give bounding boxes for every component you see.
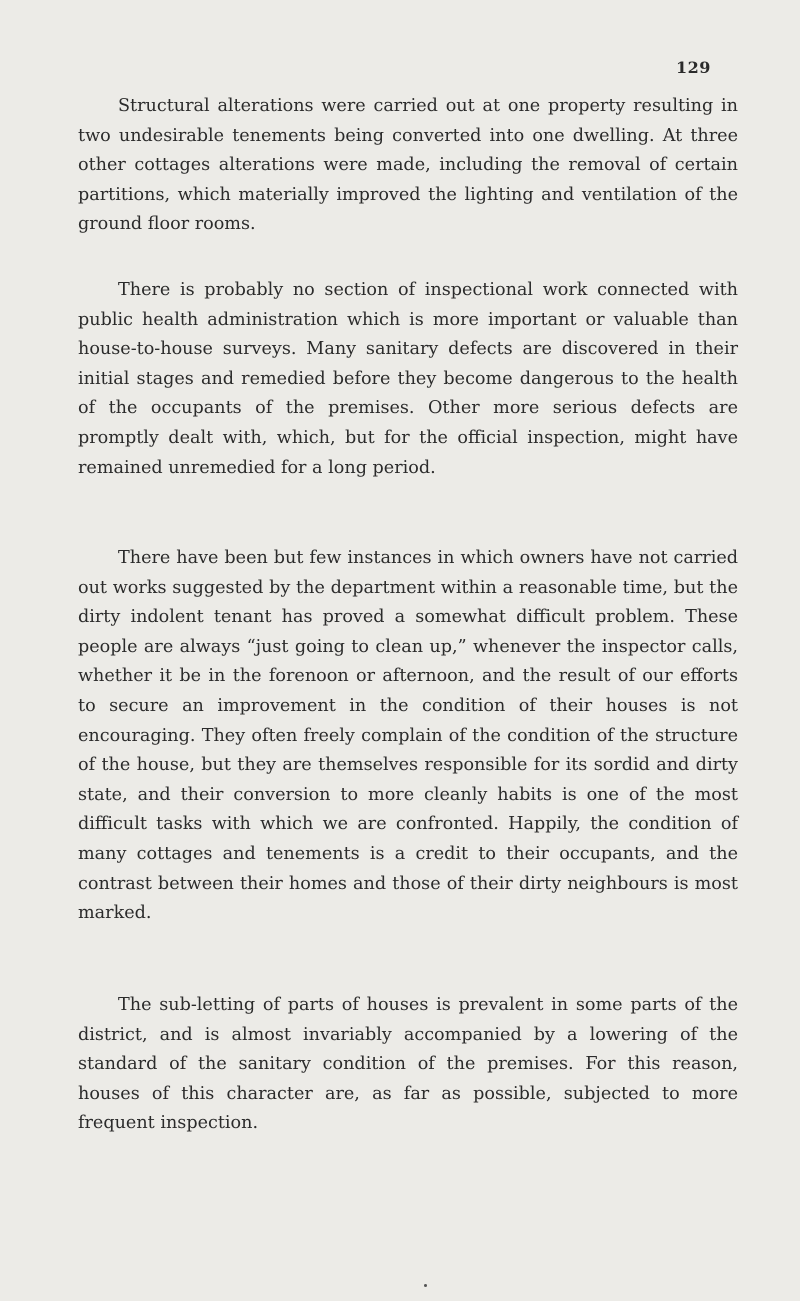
paragraph-house-to-house-surveys: There is probably no section of inspectional work connected with public health administration which is more important or valuable than house-to-house surveys. Many sanitary defects are discovered in their initial stages and remedied before they become dangerous to the health of the occupants of the premises. Other more serious defects are promptly dealt with, which, but for the official inspection, might have remained unremedied for a long period. bbox=[78, 280, 738, 478]
page-number: 129 bbox=[676, 58, 711, 77]
paragraph-dirty-tenants: There have been but few instances in which owners have not carried out works suggested by the department within a reasonable time, but the dirty indolent tenant has proved a somewhat difficult problem. These people are always “just going to clean up,” whenever the inspector calls, whether it be in the forenoon or afternoon, and the result of our efforts to secure an improvement in the condition of their houses is not encouraging. They often freely complain of the condition of the structure of the house, but they are themselves responsible for its sordid and dirty state, and their conversion to more cleanly habits is one of the most difficult tasks with which we are confronted. Happily, the condition of many cottages and tenements is a credit to their occupants, and the contrast between their homes and those of their dirty neighbours is most marked. bbox=[78, 548, 738, 924]
decorative-dot bbox=[424, 1284, 427, 1287]
paragraph-structural-alterations: Structural alterations were carried out at one property resulting in two undesirable tenements being converted into one dwelling. At three other cottages alterations were made, including the removal of certain partitions, which materially improved the lighting and ventilation of the ground floor rooms. bbox=[78, 96, 738, 235]
paragraph-sub-letting: The sub-letting of parts of houses is prevalent in some parts of the district, and is almost invariably accompanied by a lowering of the standard of the sanitary condition of the premises. For this reason, houses of this character are, as far as possible, subjected to more frequent inspection. bbox=[78, 995, 738, 1134]
